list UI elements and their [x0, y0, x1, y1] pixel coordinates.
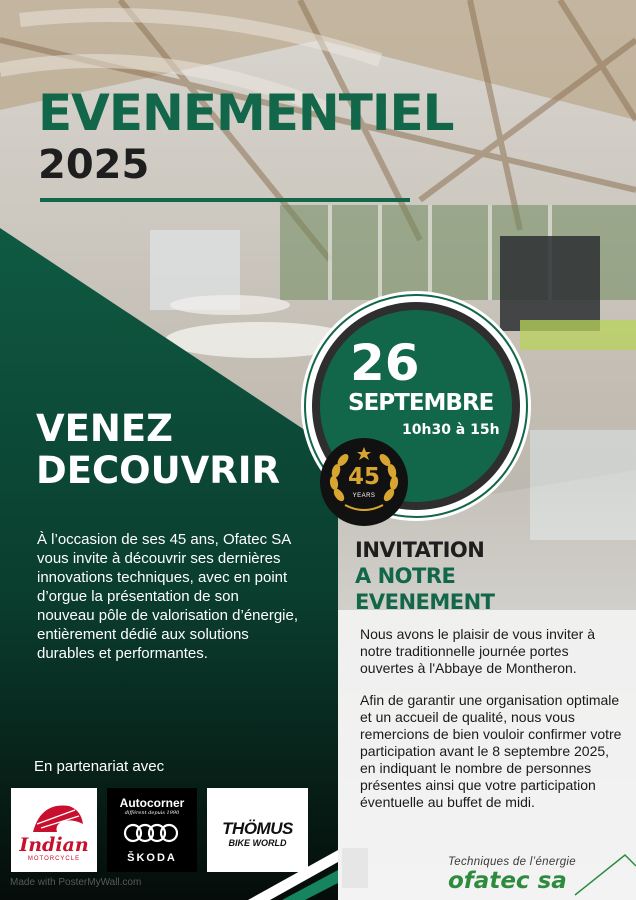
- indian-subtitle: MOTORCYCLE: [27, 856, 81, 862]
- event-hours: 10h30 à 15h: [402, 422, 500, 438]
- invitation-paragraph-2: Afin de garantir une organisation optimale et un accueil de qualité, nous vous remercions de bien vouloir confirmer votre participation avant le 8 septembre 2025, en indiquant le nombre de personnes présentes ainsi que votre participation éventuelle au buffet de midi.: [360, 692, 622, 810]
- postermywall-watermark: Made with PosterMyWall.com: [10, 877, 142, 888]
- indian-wordmark: Indian: [19, 834, 89, 856]
- headline-line1: VENEZ: [36, 407, 173, 450]
- title-underline: [40, 198, 410, 202]
- headline-line2: DECOUVRIR: [36, 449, 281, 492]
- ofatec-logo: ofatec sa: [448, 868, 567, 894]
- invitation-heading-line2: A NOTRE: [355, 564, 456, 588]
- thomus-bike-world-logo: [207, 788, 308, 872]
- headline: [36, 408, 316, 492]
- thomus-subtitle: BIKE WORLD: [228, 838, 287, 848]
- thomus-wordmark: THÖMUS: [222, 819, 293, 838]
- autocorner-wordmark: Autocorner: [119, 796, 185, 810]
- partnership-label: En partenariat avec: [34, 758, 165, 775]
- audi-rings-icon: [107, 820, 197, 850]
- anniversary-number: 45: [347, 464, 380, 490]
- autocorner-skoda-logo: [107, 788, 197, 872]
- event-month: SEPTEMBRE: [348, 390, 494, 416]
- autocorner-tagline: différent depuis 1990: [124, 810, 180, 816]
- invitation-heading-line1: INVITATION: [355, 538, 485, 562]
- indian-motorcycle-logo: [11, 788, 97, 872]
- intro-paragraph: À l’occasion de ses 45 ans, Ofatec SA vous invite à découvrir ses dernières innovations techniques, avec en point d’orgue la présentation de son nouveau pôle de valorisation d’énergie, entièrement dédié aux solutions durables et performantes.: [37, 531, 299, 662]
- anniversary-label: YEARS: [352, 493, 376, 499]
- event-day: 26: [350, 334, 420, 392]
- skoda-wordmark: ŠKODA: [127, 852, 177, 864]
- title-evenementiel: EVENEMENTIEL: [38, 84, 454, 142]
- title-year: 2025: [38, 142, 150, 188]
- ofatec-tagline: Techniques de l’énergie: [448, 856, 576, 868]
- invitation-paragraph-1: Nous avons le plaisir de vous inviter à notre traditionnelle journée portes ouvertes à l'Abbaye de Montheron.: [360, 626, 596, 676]
- invitation-heading-line3: EVENEMENT: [355, 590, 495, 614]
